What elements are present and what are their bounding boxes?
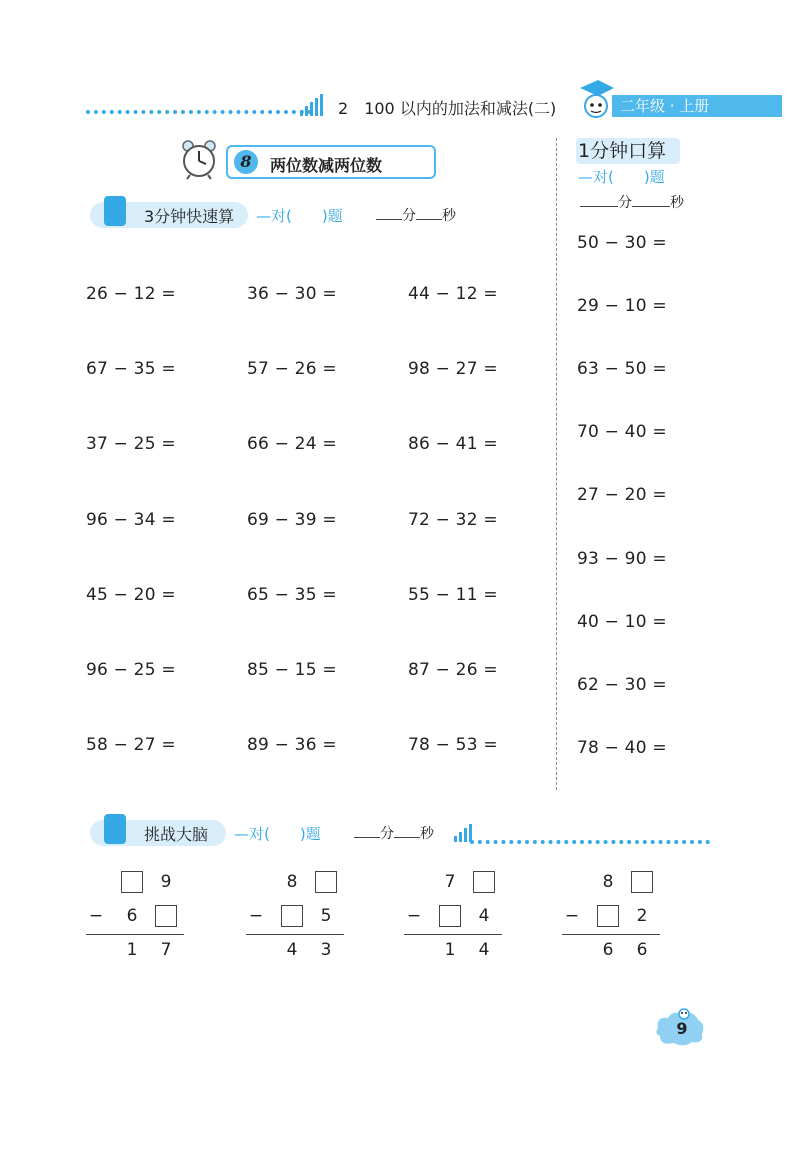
lesson-number: 8 xyxy=(234,150,258,174)
minute-blank[interactable] xyxy=(580,196,618,207)
quick-calc-correct: —对( )题 xyxy=(256,207,343,225)
answer-box[interactable] xyxy=(155,905,177,927)
column-subtraction-puzzle xyxy=(562,868,682,968)
problem: 66 − 24 = xyxy=(247,434,337,455)
problem: 87 − 26 = xyxy=(408,660,498,680)
answer-box[interactable] xyxy=(597,905,619,927)
quick-calc-label: 3分钟快速算 xyxy=(144,207,235,226)
challenge-bars-decoration xyxy=(454,822,472,842)
oral-problem: 29 − 10 = xyxy=(577,296,667,317)
digit: 7 xyxy=(160,940,172,960)
problem: 67 − 35 = xyxy=(86,359,176,380)
shoe-icon xyxy=(104,196,126,226)
quick-calc-time xyxy=(376,205,456,225)
minute-blank[interactable] xyxy=(376,209,402,220)
mascot-icon xyxy=(574,78,618,124)
digit: 9 xyxy=(160,872,172,892)
second-label: 秒 xyxy=(442,208,456,224)
minute-label: 分 xyxy=(380,826,394,842)
digit: 3 xyxy=(320,940,332,960)
chapter-heading xyxy=(338,96,556,119)
minute-label: 分 xyxy=(618,195,632,211)
sum-line xyxy=(562,934,660,935)
problem: 57 − 26 = xyxy=(247,359,337,380)
answer-box[interactable] xyxy=(281,905,303,927)
problem: 86 − 41 = xyxy=(408,434,498,455)
problem: 65 − 35 = xyxy=(247,584,337,605)
digit: 7 xyxy=(444,872,456,892)
column-subtraction-puzzle xyxy=(86,868,206,968)
problem: 26 − 12 = xyxy=(86,284,176,304)
problem: 45 − 20 = xyxy=(86,584,176,605)
second-blank[interactable] xyxy=(394,827,420,838)
grade-label: 二年级 · 上册 xyxy=(620,97,710,115)
oral-problem: 70 − 40 = xyxy=(577,422,667,443)
problem: 89 − 36 = xyxy=(247,735,337,756)
alarm-clock-icon xyxy=(178,138,220,180)
column-subtraction-puzzle xyxy=(404,868,524,968)
problem: 98 − 27 = xyxy=(408,359,498,380)
oral-calc-correct: —对( )题 xyxy=(578,168,665,186)
minute-label: 分 xyxy=(402,208,416,224)
digit: 6 xyxy=(126,906,138,926)
header-dotted-line xyxy=(86,110,312,114)
sum-line xyxy=(246,934,344,935)
problem: 37 − 25 = xyxy=(86,434,176,455)
oral-calc-time xyxy=(580,192,684,212)
challenge-correct: —对( )题 xyxy=(234,825,321,843)
oral-problem: 27 − 20 = xyxy=(577,485,667,506)
challenge-label: 挑战大脑 xyxy=(144,825,209,844)
digit: 8 xyxy=(602,872,614,892)
problem: 96 − 34 = xyxy=(86,509,176,530)
challenge-dotted-line xyxy=(470,840,710,844)
second-label: 秒 xyxy=(420,826,434,842)
brain-icon xyxy=(104,814,126,844)
answer-box[interactable] xyxy=(473,871,495,893)
oral-problem: 62 − 30 = xyxy=(577,674,667,695)
lesson-title-box xyxy=(226,145,436,179)
problem: 36 − 30 = xyxy=(247,284,337,304)
challenge-time xyxy=(354,823,434,843)
digit: 6 xyxy=(636,940,648,960)
oral-problem: 50 − 30 = xyxy=(577,233,667,253)
chapter-title: 100 以内的加法和减法(二) xyxy=(364,99,557,118)
answer-box[interactable] xyxy=(121,871,143,893)
oral-problem: 93 − 90 = xyxy=(577,548,667,569)
page-number: 9 xyxy=(676,1019,688,1038)
oral-problem: 40 − 10 = xyxy=(577,611,667,632)
lesson-title: 两位数减两位数 xyxy=(270,156,383,175)
digit: 4 xyxy=(478,906,490,926)
chapter-number: 2 xyxy=(338,99,349,118)
answer-box[interactable] xyxy=(631,871,653,893)
problem: 69 − 39 = xyxy=(247,509,337,530)
sum-line xyxy=(404,934,502,935)
grade-banner xyxy=(612,95,782,117)
problem: 44 − 12 = xyxy=(408,284,498,304)
problem: 85 − 15 = xyxy=(247,660,337,680)
digit: 4 xyxy=(286,940,298,960)
header-bars-decoration xyxy=(300,94,324,116)
digit: 1 xyxy=(444,940,456,960)
problem: 55 − 11 = xyxy=(408,584,498,605)
minus-sign: − xyxy=(564,906,580,926)
column-subtraction-puzzle xyxy=(246,868,366,968)
problem: 96 − 25 = xyxy=(86,660,176,680)
digit: 5 xyxy=(320,906,332,926)
oral-problem: 78 − 40 = xyxy=(577,737,667,758)
answer-box[interactable] xyxy=(439,905,461,927)
digit: 2 xyxy=(636,906,648,926)
oral-calc-label: 1分钟口算 xyxy=(578,140,667,162)
second-blank[interactable] xyxy=(416,209,442,220)
oral-problem: 63 − 50 = xyxy=(577,359,667,380)
column-divider xyxy=(556,138,557,790)
digit: 6 xyxy=(602,940,614,960)
minus-sign: − xyxy=(406,906,422,926)
digit: 8 xyxy=(286,872,298,892)
minus-sign: − xyxy=(88,906,104,926)
problem: 78 − 53 = xyxy=(408,735,498,756)
minus-sign: − xyxy=(248,906,264,926)
digit: 4 xyxy=(478,940,490,960)
second-label: 秒 xyxy=(670,195,684,211)
second-blank[interactable] xyxy=(632,196,670,207)
sum-line xyxy=(86,934,184,935)
problem: 72 − 32 = xyxy=(408,509,498,530)
digit: 1 xyxy=(126,940,138,960)
answer-box[interactable] xyxy=(315,871,337,893)
minute-blank[interactable] xyxy=(354,827,380,838)
problem: 58 − 27 = xyxy=(86,735,176,756)
